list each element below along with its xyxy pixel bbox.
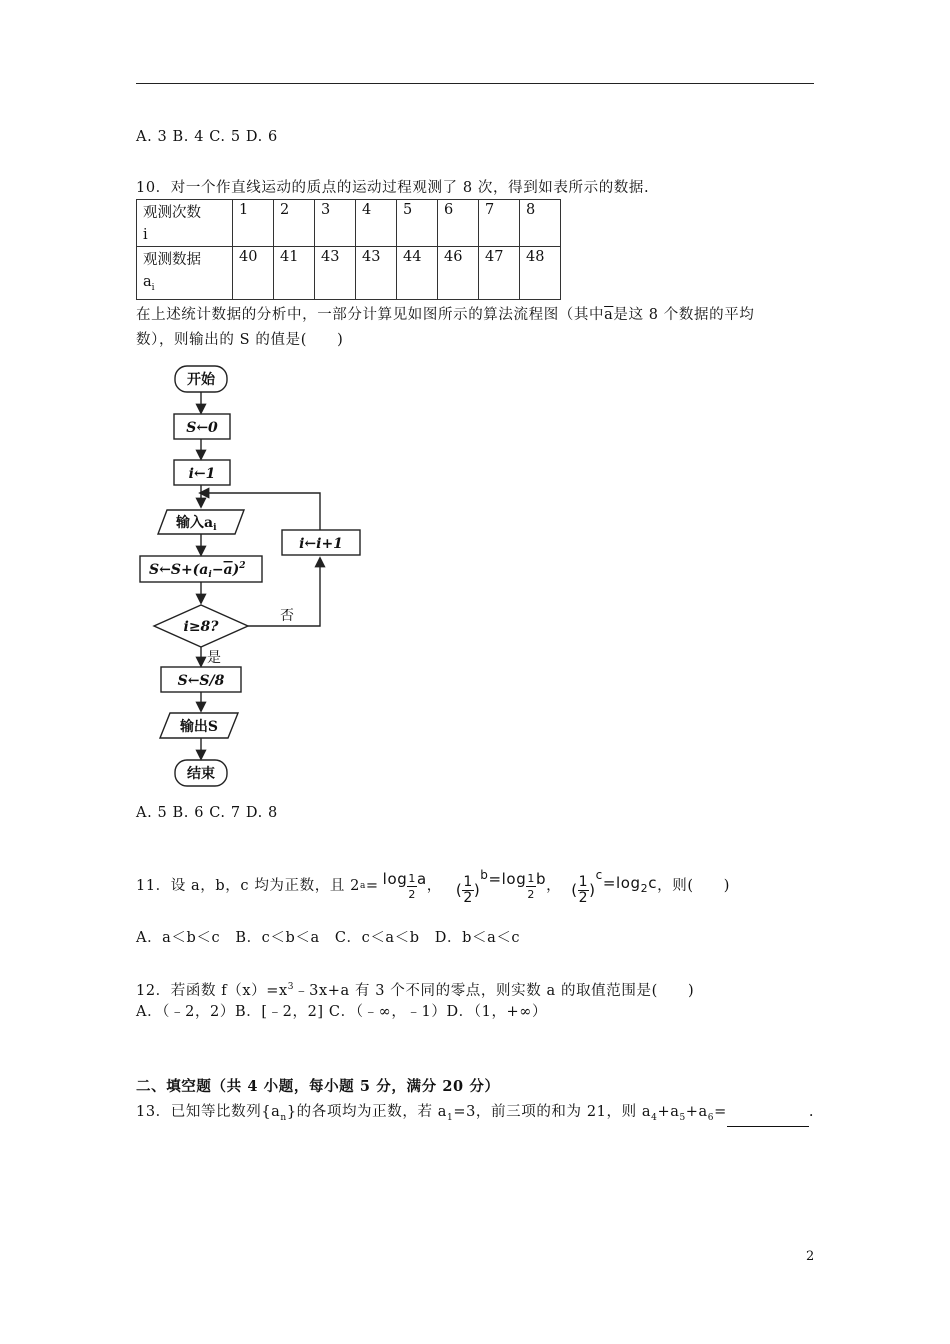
table-header-cell: 观测次数 i xyxy=(137,200,233,247)
page-number: 2 xyxy=(806,1249,815,1264)
init-i-label: i←1 xyxy=(188,466,216,482)
q12-options: A．（﹣2，2）B．[﹣2，2] C．（﹣∞，﹣1）D．（1，+∞） xyxy=(136,1004,548,1020)
answer-blank[interactable] xyxy=(727,1113,809,1127)
table-cell: 3 xyxy=(315,200,356,247)
observation-table xyxy=(136,199,561,300)
increment-label: i←i+1 xyxy=(299,536,343,552)
q9-options: A. 3 B. 4 C. 5 D. 6 xyxy=(136,129,278,145)
half-power-b: ( $\frac{1}{2}$ )$^b$ xyxy=(455,868,489,906)
q10-description-line1: 在上述统计数据的分析中，一部分计算见如图所示的算法流程图（其中$\overline{a}$是这 8 个数据的平均 xyxy=(136,307,755,323)
table-cell: 46 xyxy=(438,247,479,300)
divide-label: S←S/8 xyxy=(177,673,225,689)
section-heading: 二、填空题（共 4 小题，每小题 5 分，满分 20 分） xyxy=(136,1078,500,1095)
table-cell: 41 xyxy=(274,247,315,300)
update-label: $S\leftarrow S+(a_i-a)^2$ xyxy=(149,561,246,580)
yes-label: 是 xyxy=(207,650,221,666)
log-half-a: log $\frac{1}{2}$ a xyxy=(382,870,427,901)
table-cell: 6 xyxy=(438,200,479,247)
table-row xyxy=(137,200,561,247)
table-cell: 2 xyxy=(274,200,315,247)
q12-stem: 12．若函数 $f(x)=x^3﹣3x+a$ 有 3 个不同的零点，则实数 a 的取值范围是( ) xyxy=(136,982,695,999)
log-half-b: =log $\frac{1}{2}$ b xyxy=(488,870,547,901)
table-cell: 43 xyxy=(315,247,356,300)
input-label: 输入$a_i$ xyxy=(176,515,217,533)
algorithm-flowchart xyxy=(130,360,370,800)
init-s-label: S←0 xyxy=(186,420,218,436)
table-cell: 7 xyxy=(479,200,520,247)
table-row xyxy=(137,247,561,300)
decision-label: i≥8? xyxy=(183,619,219,635)
table-cell: 4 xyxy=(356,200,397,247)
header-rule xyxy=(136,83,814,84)
no-label: 否 xyxy=(280,608,294,624)
table-cell: 43 xyxy=(356,247,397,300)
q11-stem: 11．设 a，b，c 均为正数，且 2 a = log $\frac{1}{2}$ a ， ( $\frac{1}{2}$ )$^b$ =log $\frac{1}{2}$ b ， ( $\frac{1}{2}$ )$^c$ $=\log_2c$ ，则( ) xyxy=(136,868,731,906)
loop-back-line xyxy=(201,493,320,530)
table-cell: 47 xyxy=(479,247,520,300)
table-header-cell: 观测数据 $a_i$ xyxy=(137,247,233,300)
start-label: 开始 xyxy=(187,372,215,388)
table-cell: 1 xyxy=(233,200,274,247)
q10-options: A. 5 B. 6 C. 7 D. 8 xyxy=(136,805,278,821)
mean-symbol: $\overline{a}$ xyxy=(604,307,614,323)
half-power-c: ( $\frac{1}{2}$ )$^c$ xyxy=(571,868,603,906)
q11-options: A．a＜b＜c B．c＜b＜a C．c＜a＜b D．b＜a＜c xyxy=(136,930,521,946)
table-cell: 8 xyxy=(520,200,561,247)
q10-stem: 10．对一个作直线运动的质点的运动过程观测了 8 次，得到如表所示的数据. xyxy=(136,180,650,196)
end-label: 结束 xyxy=(187,766,215,782)
table-cell: 40 xyxy=(233,247,274,300)
table-cell: 44 xyxy=(397,247,438,300)
table-cell: 5 xyxy=(397,200,438,247)
log-two-c: $=\log_2c$ xyxy=(602,874,658,895)
q13-stem: 13．已知等比数列$\{a_n\}$的各项均为正数，若 $a_1=3$，前三项的和为 21，则 $a_4+a_5+a_6=$ . xyxy=(136,1103,814,1127)
output-label: 输出S xyxy=(179,719,219,735)
table-cell: 48 xyxy=(520,247,561,300)
q10-description-line2: 数），则输出的 S 的值是( ) xyxy=(136,332,344,348)
